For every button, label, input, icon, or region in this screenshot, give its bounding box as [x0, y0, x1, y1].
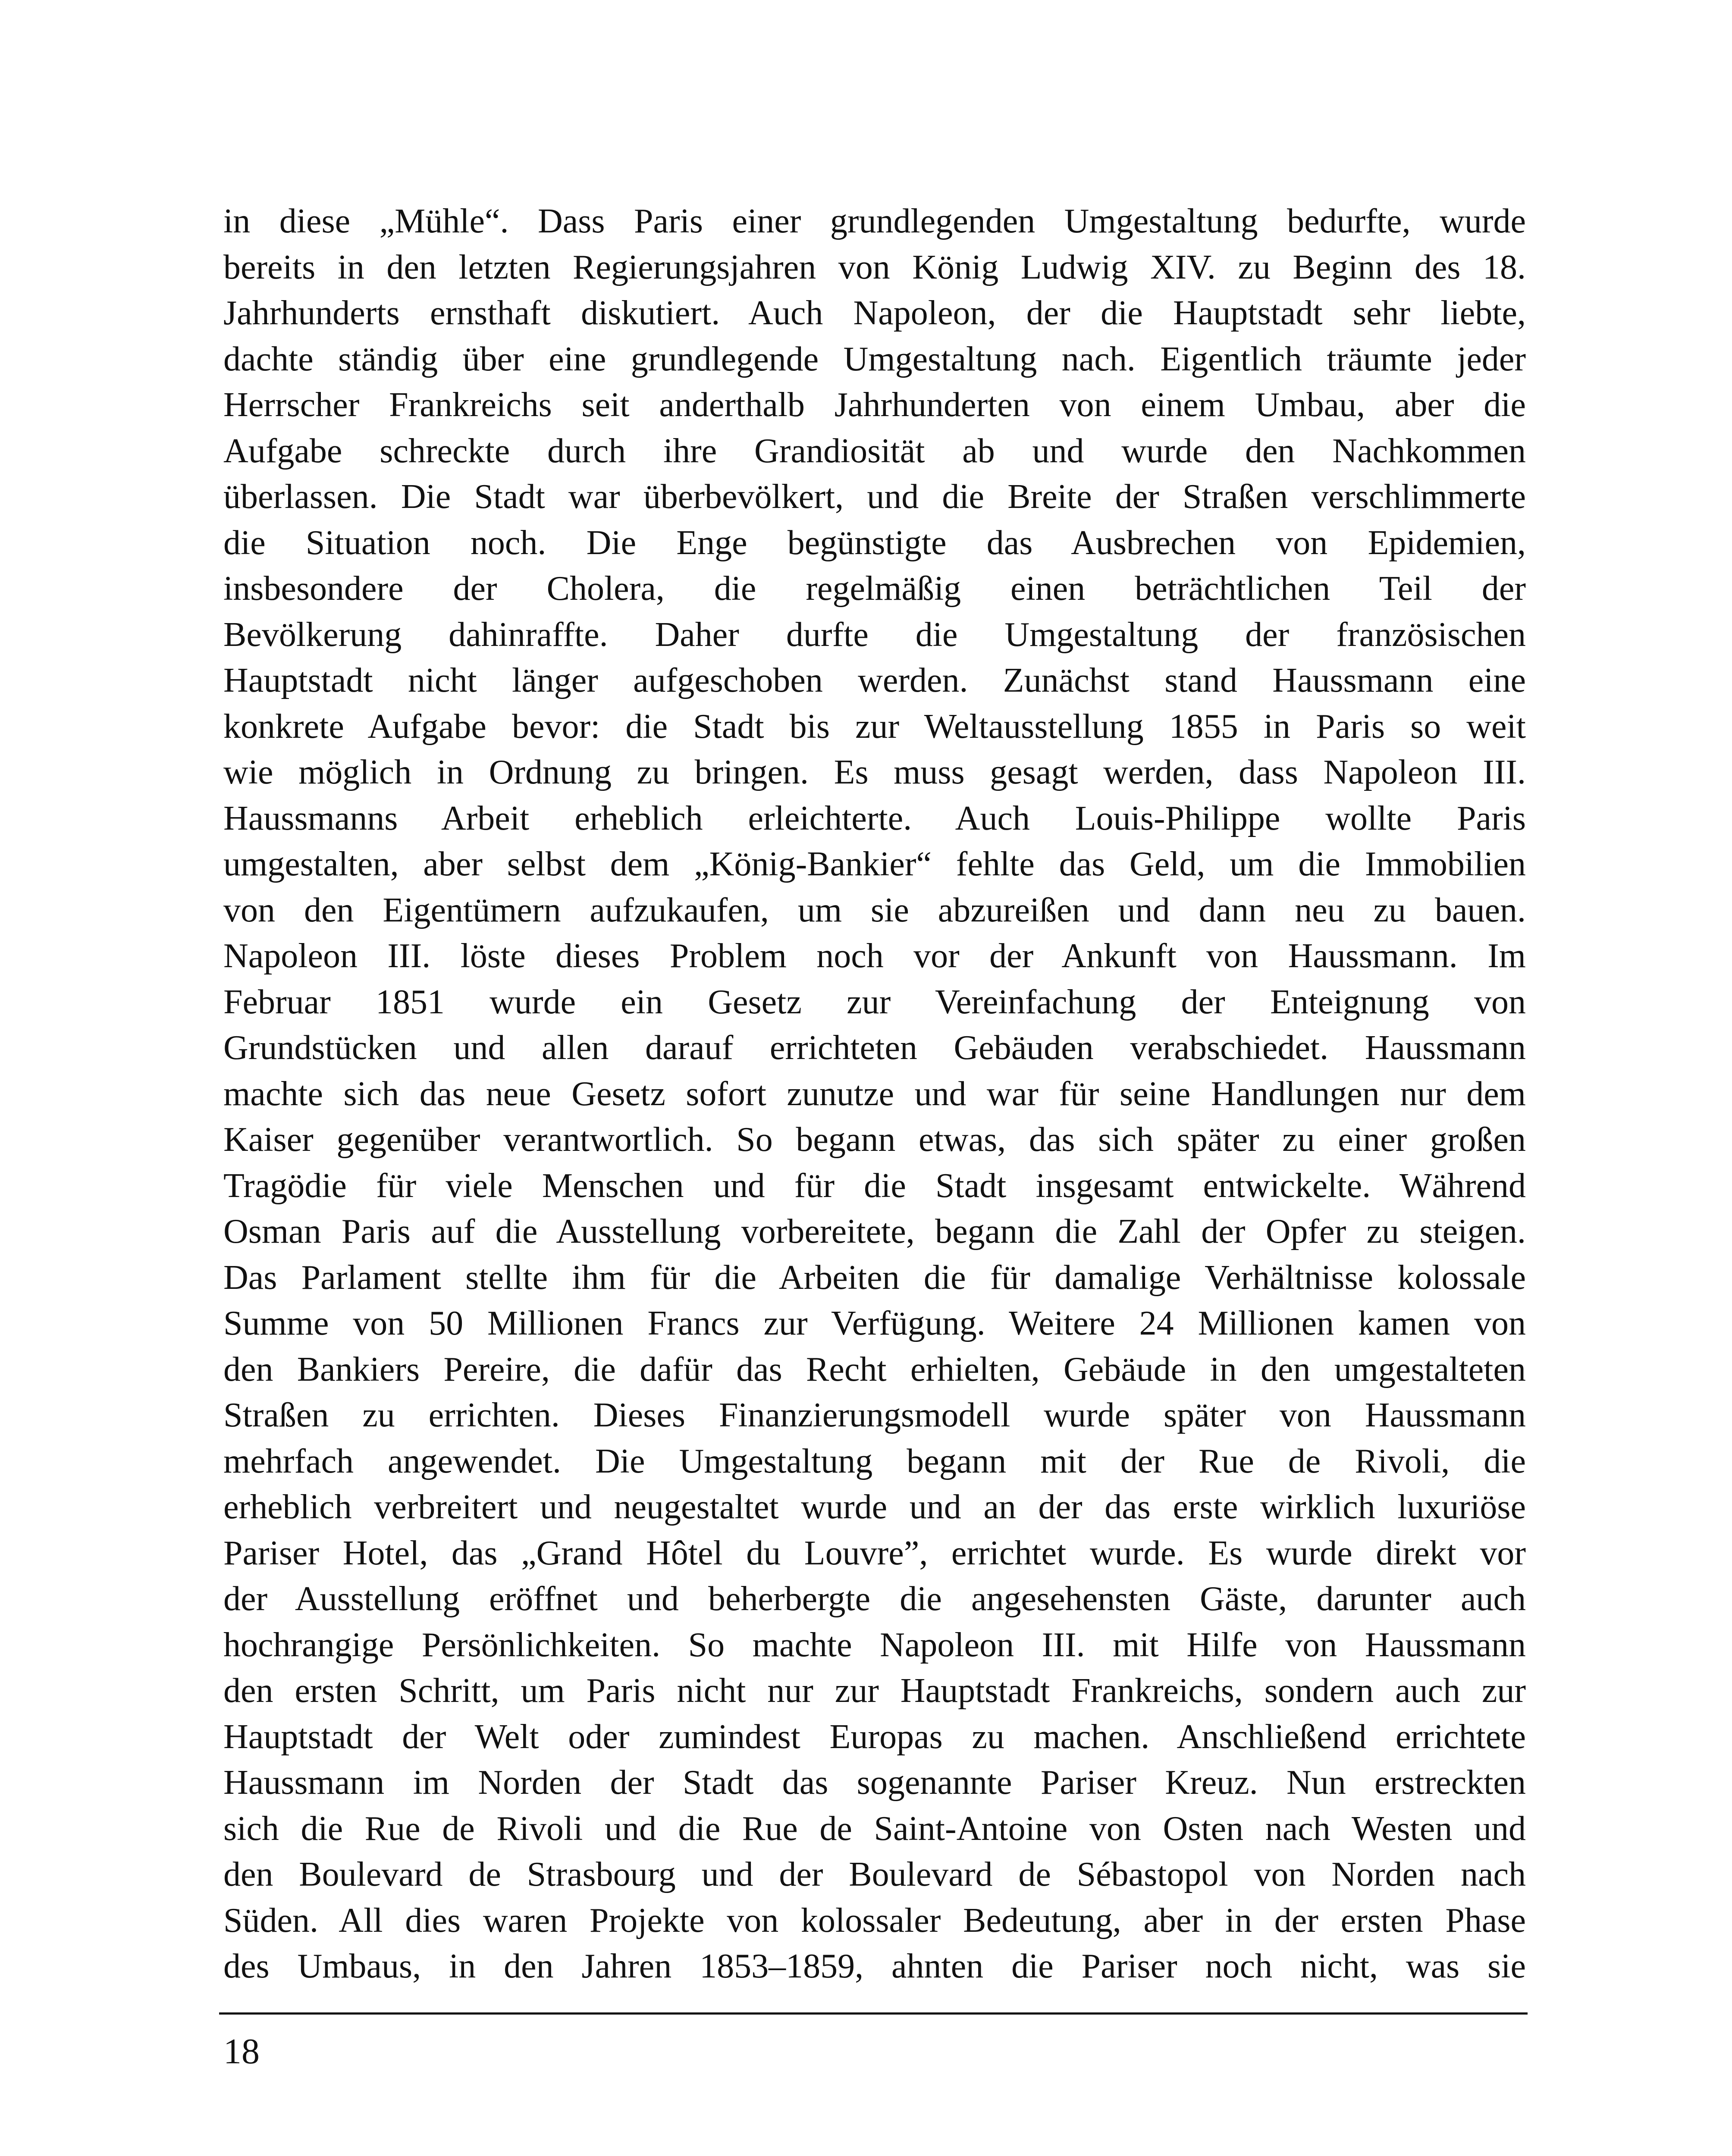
text-line: den Boulevard de Strasbourg und der Boulevard de Sébastopol von Norden nach: [223, 1855, 1526, 1893]
text-line: der Ausstellung eröffnet und beherbergte die angesehensten Gäste, darunter auch: [223, 1580, 1526, 1618]
text-line: Hauptstadt nicht länger aufgeschoben werden. Zunächst stand Haussmann eine: [223, 661, 1526, 699]
text-line: überlassen. Die Stadt war überbevölkert, und die Breite der Straßen verschlimmerte: [223, 478, 1526, 516]
text-line: Kaiser gegenüber verantwortlich. So begann etwas, das sich später zu einer großen: [223, 1121, 1526, 1159]
text-line: Bevölkerung dahinraffte. Daher durfte die Umgestaltung der französischen: [223, 615, 1526, 654]
text-line: Herrscher Frankreichs seit anderthalb Jahrhunderten von einem Umbau, aber die: [223, 386, 1526, 424]
text-line: Haussmann im Norden der Stadt das sogenannte Pariser Kreuz. Nun erstreckten: [223, 1764, 1526, 1802]
text-line: umgestalten, aber selbst dem „König-Bankier“ fehlte das Geld, um die Immobilien: [223, 845, 1526, 883]
text-line: machte sich das neue Gesetz sofort zunutze und war für seine Handlungen nur dem: [223, 1075, 1526, 1113]
text-line: Jahrhunderts ernsthaft diskutiert. Auch Napoleon, der die Hauptstadt sehr liebte,: [223, 294, 1526, 332]
text-line: Aufgabe schreckte durch ihre Grandiosität ab und wurde den Nachkommen: [223, 432, 1526, 470]
body-text: [223, 198, 1526, 1990]
text-line: des Umbaus, in den Jahren 1853–1859, ahnten die Pariser noch nicht, was sie: [223, 1947, 1526, 1985]
text-line: Hauptstadt der Welt oder zumindest Europas zu machen. Anschließend errichtete: [223, 1717, 1526, 1756]
text-line: Süden. All dies waren Projekte von kolossaler Bedeutung, aber in der ersten Phase: [223, 1901, 1526, 1940]
text-line: wie möglich in Ordnung zu bringen. Es muss gesagt werden, dass Napoleon III.: [223, 753, 1526, 791]
text-line: Februar 1851 wurde ein Gesetz zur Vereinfachung der Enteignung von: [223, 983, 1526, 1021]
text-line: konkrete Aufgabe bevor: die Stadt bis zur Weltausstellung 1855 in Paris so weit: [223, 707, 1526, 746]
text-line: Summe von 50 Millionen Francs zur Verfügung. Weitere 24 Millionen kamen von: [223, 1304, 1526, 1342]
text-line: den ersten Schritt, um Paris nicht nur zur Hauptstadt Frankreichs, sondern auch zur: [223, 1672, 1526, 1710]
text-line: insbesondere der Cholera, die regelmäßig einen beträchtlichen Teil der: [223, 570, 1526, 608]
text-line: Das Parlament stellte ihm für die Arbeiten die für damalige Verhältnisse kolossale: [223, 1258, 1526, 1297]
text-line: Haussmanns Arbeit erheblich erleichterte. Auch Louis-Philippe wollte Paris: [223, 799, 1526, 837]
text-line: Tragödie für viele Menschen und für die Stadt insgesamt entwickelte. Während: [223, 1166, 1526, 1205]
text-line: mehrfach angewendet. Die Umgestaltung begann mit der Rue de Rivoli, die: [223, 1442, 1526, 1480]
text-line: die Situation noch. Die Enge begünstigte das Ausbrechen von Epidemien,: [223, 523, 1526, 562]
text-line: Grundstücken und allen darauf errichteten Gebäuden verabschiedet. Haussmann: [223, 1029, 1526, 1067]
page-number: 18: [223, 2031, 260, 2071]
text-line: Pariser Hotel, das „Grand Hôtel du Louvre”, errichtet wurde. Es wurde direkt vor: [223, 1534, 1526, 1572]
text-line: den Bankiers Pereire, die dafür das Recht erhielten, Gebäude in den umgestalteten: [223, 1350, 1526, 1388]
text-line: dachte ständig über eine grundlegende Umgestaltung nach. Eigentlich träumte jeder: [223, 340, 1526, 378]
text-line: sich die Rue de Rivoli und die Rue de Saint-Antoine von Osten nach Westen und: [223, 1809, 1526, 1848]
footer-divider: [219, 2012, 1528, 2015]
text-line: Napoleon III. löste dieses Problem noch vor der Ankunft von Haussmann. Im: [223, 937, 1526, 975]
text-line: in diese „Mühle“. Dass Paris einer grundlegenden Umgestaltung bedurfte, wurde: [223, 202, 1526, 240]
text-line: bereits in den letzten Regierungsjahren von König Ludwig XIV. zu Beginn des 18.: [223, 248, 1526, 286]
text-line: Straßen zu errichten. Dieses Finanzierungsmodell wurde später von Haussmann: [223, 1396, 1526, 1434]
text-line: von den Eigentümern aufzukaufen, um sie abzureißen und dann neu zu bauen.: [223, 891, 1526, 929]
text-line: Osman Paris auf die Ausstellung vorbereitete, begann die Zahl der Opfer zu steigen.: [223, 1213, 1526, 1250]
text-line: erheblich verbreitert und neugestaltet wurde und an der das erste wirklich luxuriöse: [223, 1488, 1526, 1526]
text-line: hochrangige Persönlichkeiten. So machte Napoleon III. mit Hilfe von Haussmann: [223, 1626, 1526, 1664]
